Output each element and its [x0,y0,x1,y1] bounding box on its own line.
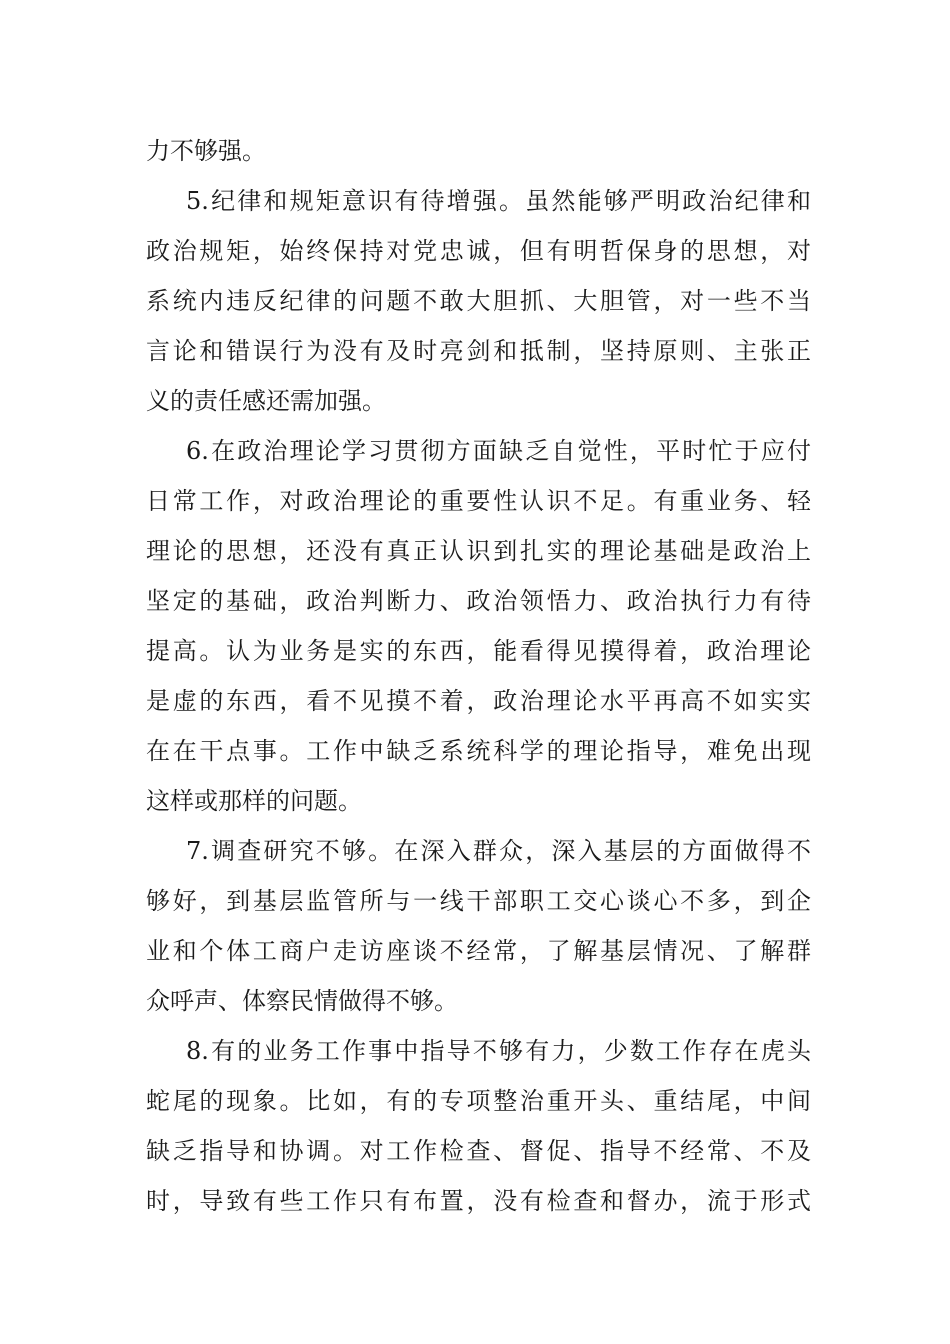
paragraph-line: 是虚的东西，看不见摸不着，政治理论水平再高不如实实 [146,687,811,715]
paragraph-line: 日常工作，对政治理论的重要性认识不足。有重业务、轻 [146,487,811,515]
paragraph-line: 提高。认为业务是实的东西，能看得见摸得着，政治理论 [146,637,811,665]
paragraph-line: 系统内违反纪律的问题不敢大胆抓、大胆管，对一些不当 [146,287,811,315]
paragraph-line: 时，导致有些工作只有布置，没有检查和督办，流于形式 [146,1187,811,1215]
paragraph-line: 6.在政治理论学习贯彻方面缺乏自觉性，平时忙于应付 [186,437,811,465]
paragraph-line: 义的责任感还需加强。 [146,387,386,415]
paragraph-line: 够好，到基层监管所与一线干部职工交心谈心不多，到企 [146,887,811,915]
paragraph-line: 业和个体工商户走访座谈不经常，了解基层情况、了解群 [146,937,811,965]
paragraph-line: 这样或那样的问题。 [146,787,362,815]
paragraph-line: 言论和错误行为没有及时亮剑和抵制，坚持原则、主张正 [146,337,811,365]
paragraph-line: 8.有的业务工作事中指导不够有力，少数工作存在虎头 [186,1037,811,1065]
paragraph-line: 在在干点事。工作中缺乏系统科学的理论指导，难免出现 [146,737,811,765]
paragraph-line: 理论的思想，还没有真正认识到扎实的理论基础是政治上 [146,537,811,565]
paragraph-line: 众呼声、体察民情做得不够。 [146,987,458,1015]
paragraph-line: 蛇尾的现象。比如，有的专项整治重开头、重结尾，中间 [146,1087,811,1115]
paragraph-line: 5.纪律和规矩意识有待增强。虽然能够严明政治纪律和 [186,187,811,215]
paragraph-line: 力不够强。 [146,137,266,165]
paragraph-line: 7.调查研究不够。在深入群众，深入基层的方面做得不 [186,837,811,865]
paragraph-line: 坚定的基础，政治判断力、政治领悟力、政治执行力有待 [146,587,811,615]
paragraph-line: 政治规矩，始终保持对党忠诚，但有明哲保身的思想，对 [146,237,811,265]
paragraph-line: 缺乏指导和协调。对工作检查、督促、指导不经常、不及 [146,1137,811,1165]
